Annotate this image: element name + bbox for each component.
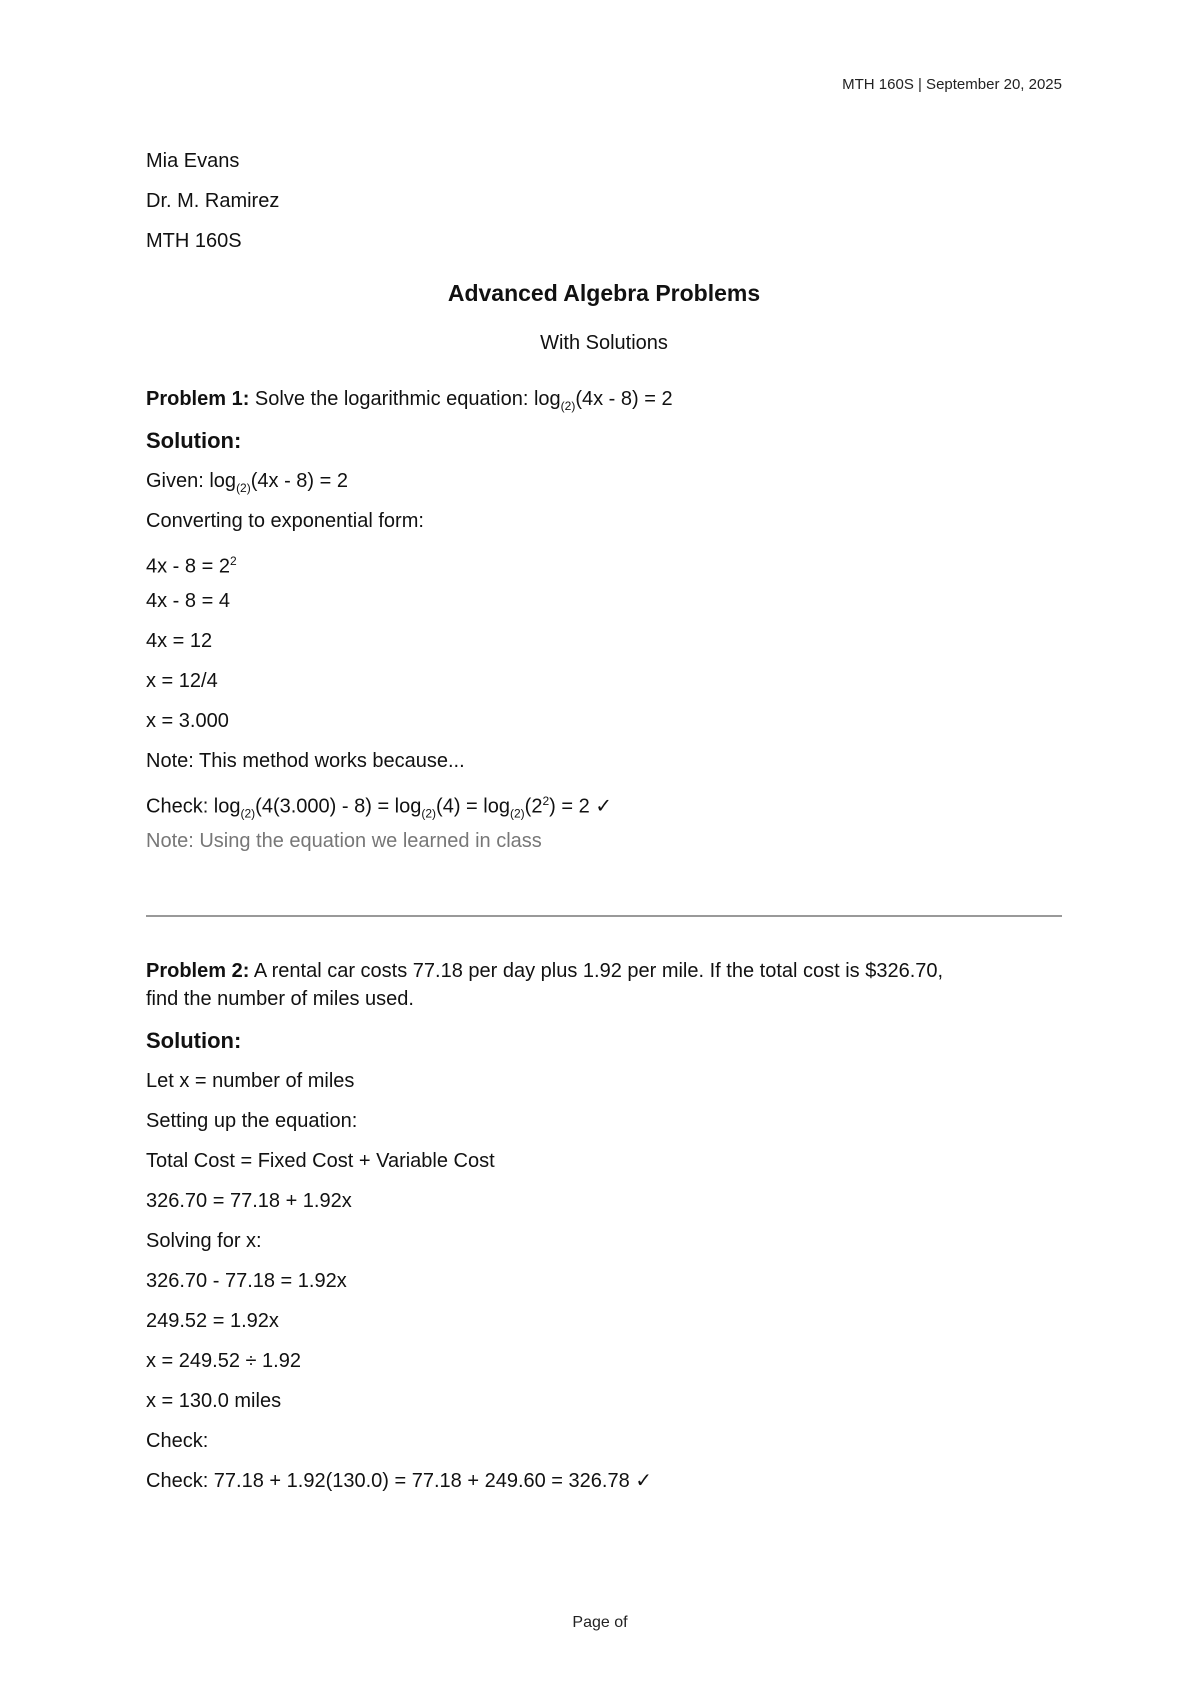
problem-1-text: Solve the logarithmic equation: log xyxy=(254,388,561,410)
solution-step: 4x - 8 = 4 xyxy=(146,590,230,612)
solution-step: x = 3.000 xyxy=(146,710,229,732)
solution-step: x = 130.0 miles xyxy=(146,1390,282,1412)
solution-step: x = 12/4 xyxy=(146,670,218,692)
solution-step: Converting to exponential form: xyxy=(146,510,424,532)
student-name: Mia Evans xyxy=(146,150,240,172)
method-note: Note: This method works because... xyxy=(146,750,465,772)
solution-2-steps xyxy=(146,1065,1062,1505)
solution-step: 326.70 = 77.18 + 1.92x xyxy=(146,1190,352,1212)
problem-1-statement xyxy=(146,383,1062,423)
document-body xyxy=(146,145,1062,1505)
check-text: (4) = log xyxy=(436,795,510,818)
solution-step xyxy=(146,465,1062,505)
given-text: Given: log xyxy=(146,470,237,492)
given-text-end: (4x - 8) = 2 xyxy=(250,470,348,492)
solution-step: 4x = 12 xyxy=(146,630,213,652)
solution-1-heading: Solution: xyxy=(146,428,242,453)
log-base: (2) xyxy=(236,481,251,495)
check-line xyxy=(146,785,1062,825)
check-text: (2 xyxy=(524,795,543,818)
check-text: Check: log xyxy=(146,795,241,818)
exponent: 2 xyxy=(229,554,237,568)
solution-step: Solving for x: xyxy=(146,1230,262,1252)
check-text: (4(3.000) - 8) = log xyxy=(255,795,422,818)
page-header: MTH 160S | September 20, 2025 xyxy=(842,76,1062,93)
problem-2-statement xyxy=(146,957,1062,1013)
solution-step: 249.52 = 1.92x xyxy=(146,1310,279,1332)
page-footer: Page of xyxy=(572,1614,628,1631)
instructor-name: Dr. M. Ramirez xyxy=(146,190,280,212)
document-title: Advanced Algebra Problems xyxy=(447,280,761,306)
problem-1-label: Problem 1: xyxy=(146,388,250,410)
document-subtitle: With Solutions xyxy=(540,332,668,354)
step-text: 4x - 8 = 2 xyxy=(146,555,230,578)
problem-2-text-line2: find the number of miles used. xyxy=(146,988,414,1010)
section-divider xyxy=(146,915,1062,917)
problem-2-text: A rental car costs 77.18 per day plus 1.92 per mile. If the total cost is $326.70, xyxy=(253,960,944,982)
solution-step: x = 249.52 ÷ 1.92 xyxy=(146,1350,301,1372)
exponent: 2 xyxy=(542,794,550,808)
solution-step xyxy=(146,545,1062,585)
solution-step: Let x = number of miles xyxy=(146,1070,355,1092)
solution-step: 326.70 - 77.18 = 1.92x xyxy=(146,1270,347,1292)
problem-1-text-end: (4x - 8) = 2 xyxy=(575,388,673,410)
course-code: MTH 160S xyxy=(146,230,242,252)
solution-step: Setting up the equation: xyxy=(146,1110,358,1132)
class-note: Note: Using the equation we learned in class xyxy=(146,830,542,852)
solution-step: Check: xyxy=(146,1430,209,1452)
log-base: (2) xyxy=(509,806,525,821)
check-text: ) = 2 ✓ xyxy=(549,795,613,818)
log-base: (2) xyxy=(560,399,576,413)
solution-2-heading: Solution: xyxy=(146,1028,242,1053)
problem-2-label: Problem 2: xyxy=(146,960,250,982)
log-base: (2) xyxy=(421,806,437,821)
log-base: (2) xyxy=(240,806,256,821)
check-line: Check: 77.18 + 1.92(130.0) = 77.18 + 249.60 = 326.78 ✓ xyxy=(146,1470,653,1492)
solution-step: Total Cost = Fixed Cost + Variable Cost xyxy=(146,1150,495,1172)
